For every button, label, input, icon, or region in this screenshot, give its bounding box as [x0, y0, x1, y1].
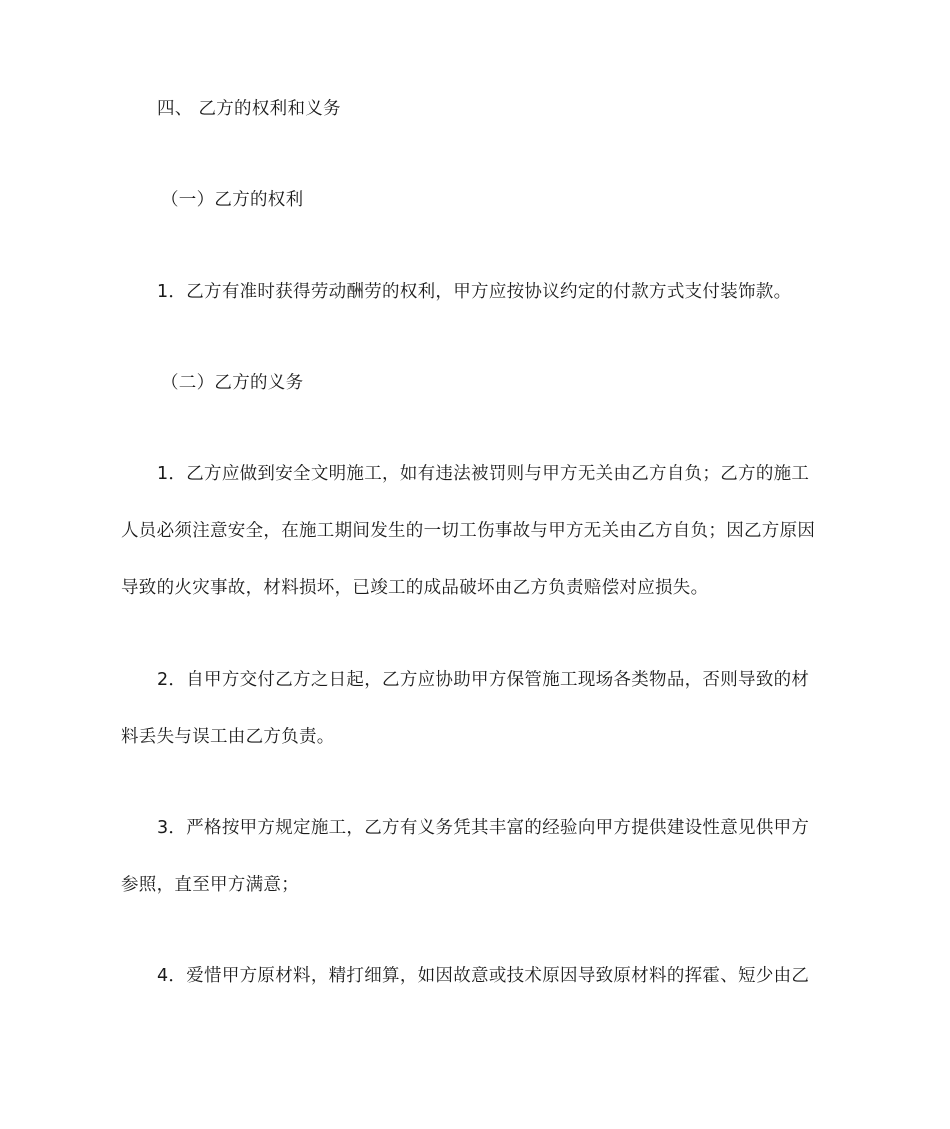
duties-item-1-line-1: 1．乙方应做到安全文明施工，如有违法被罚则与甲方无关由乙方自负；乙方的施工 — [157, 464, 810, 484]
duties-heading: （二）乙方的义务 — [161, 373, 304, 393]
section-title: 四、 乙方的权利和义务 — [157, 99, 341, 119]
duties-item-3-line-2: 参照，直至甲方满意； — [121, 875, 299, 895]
rights-heading: （一）乙方的权利 — [161, 190, 304, 210]
duties-item-2-line-2: 料丢失与误工由乙方负责。 — [121, 727, 335, 747]
rights-item-1: 1．乙方有准时获得劳动酬劳的权利，甲方应按协议约定的付款方式支付装饰款。 — [157, 282, 792, 302]
duties-item-2-line-1: 2．自甲方交付乙方之日起，乙方应协助甲方保管施工现场各类物品，否则导致的材 — [157, 670, 810, 690]
duties-item-1-line-3: 导致的火灾事故，材料损坏，已竣工的成品破坏由乙方负责赔偿对应损失。 — [121, 578, 709, 598]
duties-item-3-line-1: 3．严格按甲方规定施工，乙方有义务凭其丰富的经验向甲方提供建设性意见供甲方 — [157, 818, 810, 838]
duties-item-1-line-2: 人员必须注意安全，在施工期间发生的一切工伤事故与甲方无关由乙方自负；因乙方原因 — [121, 521, 816, 541]
duties-item-4-line-1: 4．爱惜甲方原材料，精打细算，如因故意或技术原因导致原材料的挥霍、短少由乙 — [157, 966, 810, 986]
